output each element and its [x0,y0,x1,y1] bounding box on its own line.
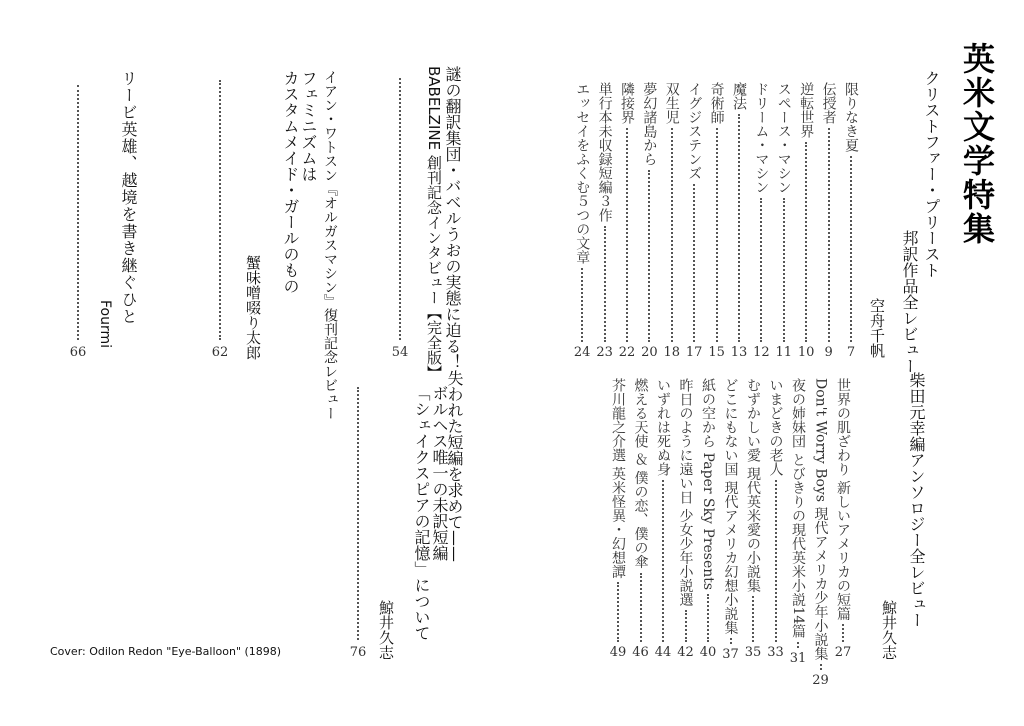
priest-author: 空舟千帆 [868,298,886,358]
dot-leader [760,198,762,342]
page-number: 12 [753,345,770,360]
toc-entry[interactable] [639,82,659,360]
watson-author: 蟹味噌啜り太郎 [244,255,262,360]
toc-entry[interactable] [707,82,727,360]
page-number: 20 [641,345,658,360]
entry-title: 夢幻諸島から [641,82,658,166]
dot-leader [850,156,852,342]
page-number: 62 [211,345,229,360]
entry-title: 限りなき夏 [843,82,859,152]
toc-entry[interactable] [595,82,615,360]
page-number: 66 [69,345,87,360]
entry-title: 昨日のように遠い日 少女少年小説選 [677,378,694,607]
dot-leader [581,268,583,342]
dot-leader [662,480,664,642]
dot-leader [828,128,830,342]
watson-subtitle-2: カスタムメイド・ガールのもの [281,70,300,294]
levy-author: Fourmi [97,300,113,349]
dot-leader [842,624,844,642]
toc-entry[interactable] [653,378,673,660]
entry-title: 単行本未収録短編３作 [596,82,613,222]
dot-leader [716,128,718,342]
toc-entry[interactable] [684,82,704,360]
toc-entry[interactable] [833,378,853,660]
dot-leader [693,184,695,342]
watson-subtitle-1: フェミニズムは [299,70,318,182]
babel-title: 謎の翻訳集団・バベルうおの実態に迫る！ [443,66,462,370]
toc-entry[interactable] [662,82,682,360]
page-number: 49 [609,645,627,660]
page-number: 44 [654,645,672,660]
dot-leader [775,480,777,642]
watson-title: イアン・ワトスン『オルガスマシン』復刊記念レビュー [322,70,338,420]
page-number: 15 [708,345,725,360]
page-number: 40 [699,645,717,660]
borges-subtitle-2: 「シェイクスピアの記憶」について [412,385,431,641]
toc-entry[interactable] [721,378,741,663]
entry-title: むずかしい愛 現代英米愛の小説集 [745,378,761,593]
entry-title: 魔法 [731,82,747,110]
levy-toc-link[interactable] [66,85,90,360]
page-number: 42 [677,645,694,660]
entry-title: いずれは死ぬ身 [655,378,671,476]
page-number: 54 [391,345,409,360]
dot-leader [648,170,650,342]
toc-entry[interactable] [617,82,637,360]
page-number: 27 [834,645,852,660]
page-number: 13 [730,345,748,360]
page-number: 23 [596,345,613,360]
page-number: 18 [663,345,681,360]
dot-leader [797,642,799,648]
dot-leader [783,198,785,342]
page-number: 17 [685,345,703,360]
page-number: 33 [767,645,784,660]
toc-entry[interactable] [631,378,651,660]
shibata-author: 鯨井久志 [880,600,898,660]
page-number: 37 [722,647,739,663]
toc-entry[interactable] [676,378,696,660]
toc-entry[interactable] [841,82,861,360]
dot-leader [399,78,401,340]
entry-title: スペース・マシン [775,82,792,194]
watson-toc-link[interactable] [208,80,232,360]
toc-entry[interactable] [743,378,763,660]
borges-subtitle-1: ボルヘス唯一の未訳短編 [430,385,449,561]
entry-title: ドリーム・マシン [753,82,770,194]
entry-title: Don't Worry Boys 現代アメリカ少年小説集 [812,378,829,661]
dot-leader [357,387,359,640]
entry-title: 逆転世界 [798,82,815,138]
page-number: 11 [775,345,793,360]
toc-entry[interactable] [774,82,794,360]
shibata-heading: 柴田元幸編アンソロジー全レビュー [907,372,926,628]
page-number: 31 [789,651,807,667]
entry-title: 世界の肌ざわり 新しいアメリカの短篇 [835,378,851,621]
toc-entry[interactable] [811,378,831,689]
dot-leader [604,226,606,342]
page-number: 46 [632,645,649,660]
toc-entry[interactable] [572,82,592,360]
page-number: 10 [797,345,815,360]
entry-title: 芥川龍之介選 英米怪異・幻想譚 [610,378,626,579]
levy-title: リービ英雄、越境を書き継ぐひと [119,70,138,325]
dot-leader [685,610,687,642]
toc-entry[interactable] [608,378,628,660]
dot-leader [752,596,754,642]
page-number: 76 [349,645,367,660]
dot-leader [77,85,79,340]
toc-entry[interactable] [819,82,839,360]
page-title: 英米文学特集 [958,42,996,246]
dot-leader [738,114,740,342]
dot-leader [640,573,642,642]
entry-title: どこにもない国 現代アメリカ幻想小説集 [722,378,739,635]
toc-entry[interactable] [788,378,808,667]
toc-entry[interactable] [729,82,749,360]
entry-title: 双生児 [663,82,680,124]
borges-author: 鯨井久志 [377,600,395,660]
toc-entry[interactable] [698,378,718,660]
entry-title: 紙の空から Paper Sky Presents [700,378,716,591]
dot-leader [707,594,709,642]
entry-title: 伝授者 [820,82,837,124]
page-number: 9 [824,345,833,360]
toc-entry[interactable] [796,82,816,360]
babel-subtitle: BABELZINE 創刊記念インタビュー【完全版】 [425,66,443,380]
entry-title: いまどきの老人 [767,378,784,476]
priest-subheading: 邦訳作品全レビュー [900,230,919,374]
borges-toc-link[interactable] [346,387,370,660]
entry-title: 燃える天使 ＆ 僕の恋、僕の傘 [632,378,649,569]
entry-title: 隣接界 [619,82,635,124]
entry-title: 夜の姉妹団 とびきりの現代英米小説14篇 [790,378,806,639]
entry-title: エッセイをふくむ５つの文章 [574,82,591,264]
dot-leader [820,664,822,670]
page-number: 29 [812,673,829,689]
entry-title: 奇術師 [708,82,725,124]
dot-leader [671,128,673,342]
toc-entry[interactable] [751,82,771,360]
toc-entry[interactable] [766,378,786,660]
entry-title: イグジステンズ [686,82,703,180]
page-number: 22 [618,345,636,360]
dot-leader [730,638,732,644]
page-number: 24 [573,345,591,360]
borges-title: 失われた短編を求めて—— [445,370,464,562]
dot-leader [805,142,807,342]
dot-leader [617,582,619,642]
cover-credit: Cover: Odilon Redon "Eye-Balloon" (1898) [50,645,282,658]
dot-leader [219,80,221,340]
page-number: 35 [744,645,762,660]
dot-leader [626,128,628,342]
page-number: 7 [846,345,856,360]
babel-toc-link[interactable] [388,78,412,360]
priest-heading: クリストファー・プリースト [922,70,941,278]
